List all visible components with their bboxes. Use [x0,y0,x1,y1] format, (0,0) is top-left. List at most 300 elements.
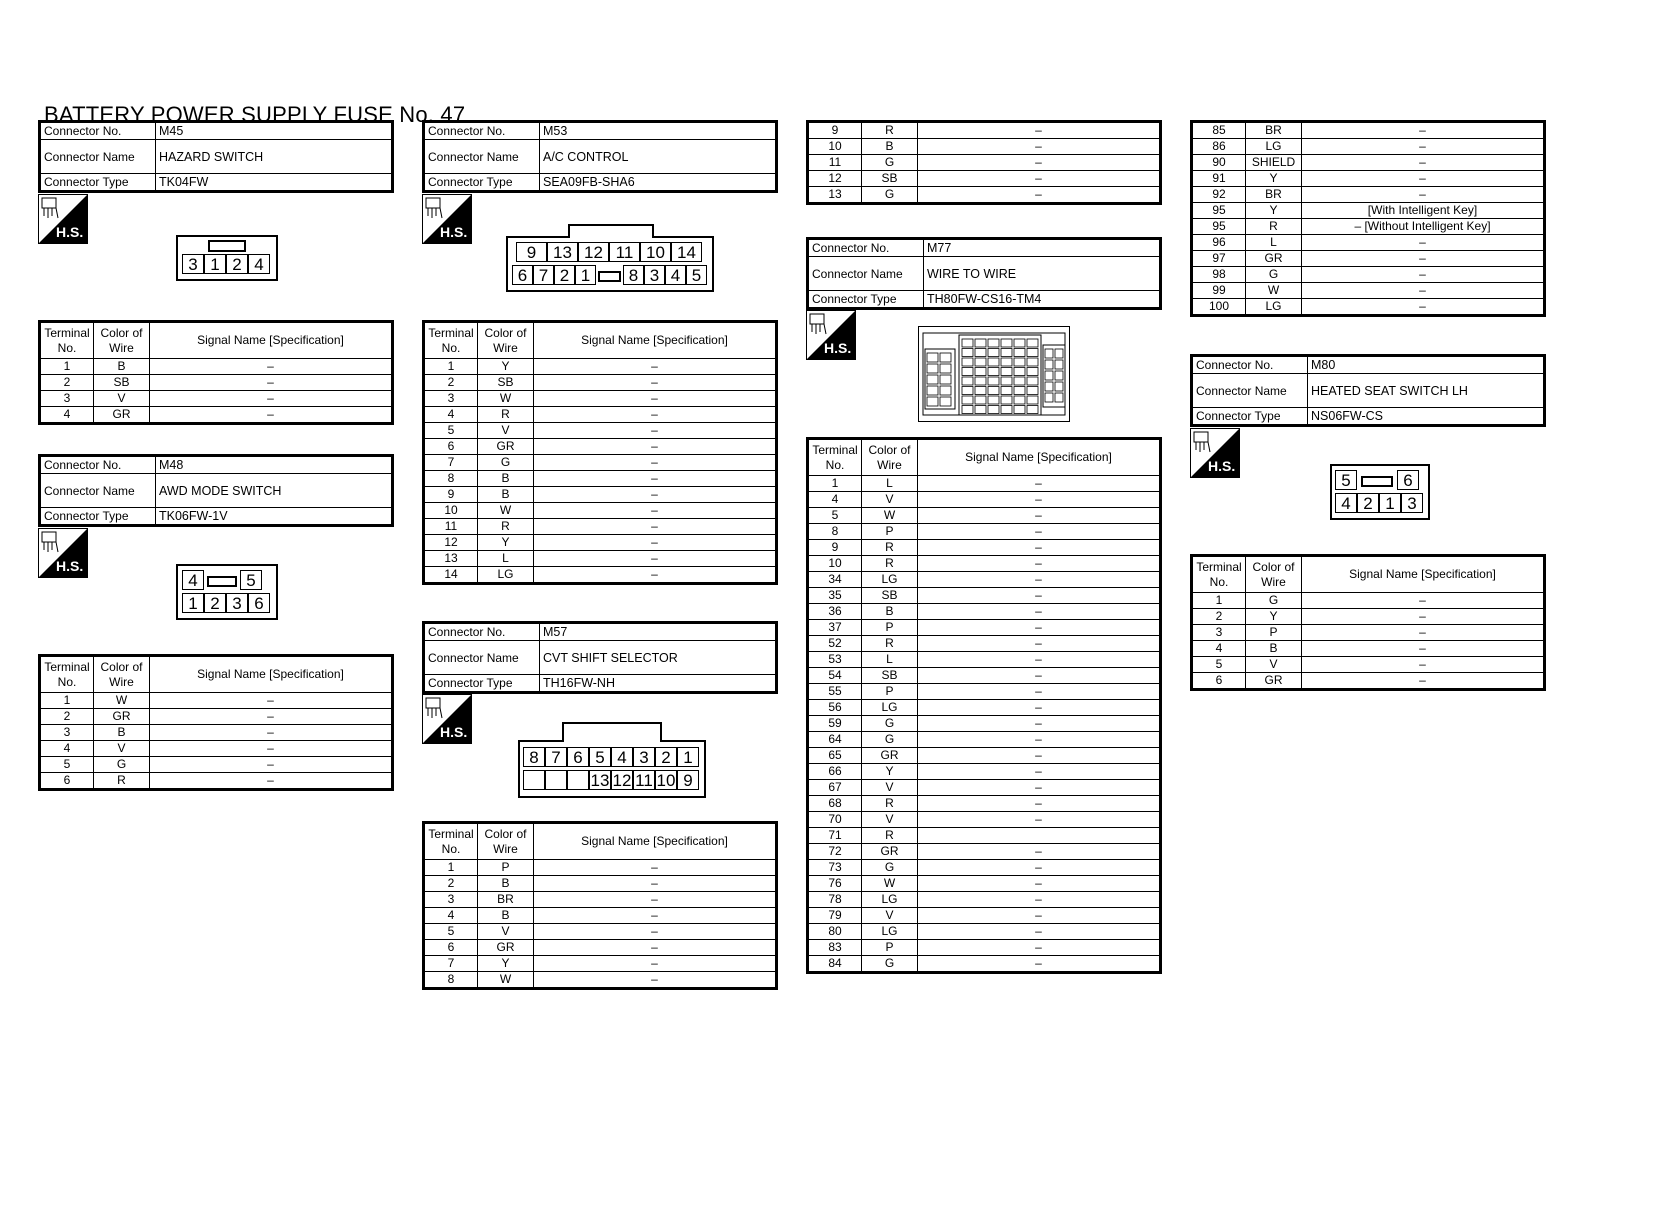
table-row [1192,641,1545,657]
harness-side-label: H.S. [440,224,468,240]
signal-name-cell: – [150,375,393,391]
connector-pin: 5 [240,570,262,590]
connector-pin: 3 [226,593,248,613]
connector-pin [523,770,545,790]
terminal-no-cell: 8 [424,972,478,989]
table-row [1192,122,1545,139]
table-row [424,519,777,535]
signal-name-header: Signal Name [Specification] [1302,556,1545,593]
wire-color-cell: Y [478,359,534,375]
terminal-no-cell: 98 [1192,267,1246,283]
connector-lock-tab [1361,476,1393,487]
connector-cavity [1001,368,1012,376]
connector-pin: 1 [575,265,596,285]
terminal-no-cell: 80 [808,924,862,940]
wire-color-cell: L [862,476,918,492]
signal-name-cell: – [1302,283,1545,299]
signal-name-cell: – [534,375,777,391]
connector-m48-face [176,564,278,620]
signal-name-cell: – [918,155,1161,171]
connector-pin: 5 [1335,470,1357,490]
wire-color-cell: G [862,860,918,876]
terminal-no-cell: 9 [424,487,478,503]
signal-name-cell: – [150,407,393,424]
terminal-no-cell: 13 [424,551,478,567]
wire-color-cell: Y [1246,203,1302,219]
wire-color-cell: GR [478,940,534,956]
signal-name-cell: – [918,652,1161,668]
terminal-no-cell: 37 [808,620,862,636]
connector-m77-info [806,237,1162,310]
signal-name-cell: – [918,636,1161,652]
terminal-no-cell: 1 [424,359,478,375]
signal-name-cell: – [918,540,1161,556]
terminal-no-cell: 2 [40,375,94,391]
connector-cavity [988,358,999,366]
table-row [1192,139,1545,155]
wire-color-cell: B [862,604,918,620]
connector-cavity [1045,360,1053,369]
connector-cavity [962,349,973,357]
connector-cavity [1014,396,1025,404]
wire-color-cell: GR [94,709,150,725]
connector-pin: 1 [677,747,699,767]
harness-side-label: H.S. [824,340,852,356]
terminal-no-cell: 12 [424,535,478,551]
wire-color-cell: P [862,620,918,636]
signal-name-cell: – [918,139,1161,155]
connector-pin: 3 [182,254,204,274]
wire-color-cell: G [862,716,918,732]
signal-name-cell: – [918,122,1161,139]
wire-color-cell: B [478,471,534,487]
connector-cavity [1014,368,1025,376]
connector-m77-terminal-table [806,437,1162,974]
wire-color-cell: V [1246,657,1302,673]
terminal-no-cell: 54 [808,668,862,684]
terminal-no-cell: 12 [808,171,862,187]
connector-pin [204,570,240,590]
signal-name-cell: – [1302,673,1545,690]
table-row [424,908,777,924]
table-row [40,375,393,391]
wire-color-cell: B [94,725,150,741]
connector-cavity [988,368,999,376]
pin-row-top [182,570,262,590]
table-row [808,860,1161,876]
connector-cavity [1027,368,1038,376]
signal-name-cell: – [918,187,1161,204]
color-of-wire-header: Color of Wire [94,656,150,693]
signal-name-header: Signal Name [Specification] [534,322,777,359]
signal-name-cell: – [918,716,1161,732]
connector-cavity [988,349,999,357]
terminal-no-cell: 2 [424,876,478,892]
connector-pin: 8 [523,747,545,767]
signal-name-cell: – [534,535,777,551]
table-row [808,171,1161,187]
signal-name-header: Signal Name [Specification] [918,439,1161,476]
signal-name-cell: – [1302,155,1545,171]
table-row [40,741,393,757]
wire-color-cell: B [1246,641,1302,657]
signal-name-cell: – [534,455,777,471]
terminal-table-continued-top [806,120,1162,205]
page-title: BATTERY POWER SUPPLY FUSE No. 47 [44,102,466,127]
wire-color-cell: SB [862,588,918,604]
terminal-no-cell: 3 [1192,625,1246,641]
harness-side-icon [806,310,856,360]
connector-cavity [1045,371,1053,380]
signal-name-cell: – [534,391,777,407]
signal-name-cell: – [1302,139,1545,155]
connector-cavity [1027,396,1038,404]
connector-cavity [975,396,986,404]
connector-no-label: Connector No. [40,456,156,474]
terminal-no-cell: 56 [808,700,862,716]
wire-color-cell: R [1246,219,1302,235]
connector-cavity [1055,393,1063,402]
table-row [424,876,777,892]
harness-side-icon [38,528,88,578]
harness-side-label: H.S. [1208,458,1236,474]
table-row [424,972,777,989]
terminal-no-cell: 4 [40,407,94,424]
signal-name-cell: – [918,604,1161,620]
terminal-no-cell: 2 [40,709,94,725]
wire-color-cell: R [862,796,918,812]
terminal-no-cell: 2 [424,375,478,391]
connector-m48-info [38,454,394,527]
connector-cavity [927,364,938,373]
table-row [808,604,1161,620]
connector-cavity [1055,349,1063,358]
table-row [1192,625,1545,641]
table-row [808,892,1161,908]
connector-pin: 11 [633,770,655,790]
table-row [808,572,1161,588]
terminal-no-cell: 64 [808,732,862,748]
connector-type-value: TH16FW-NH [540,675,777,693]
connector-cavity [1001,358,1012,366]
terminal-no-cell: 85 [1192,122,1246,139]
connector-cavity [1045,349,1053,358]
wire-color-cell: R [862,122,918,139]
signal-name-cell: – [534,956,777,972]
connector-cavity [1045,382,1053,391]
wire-color-cell: R [862,636,918,652]
terminal-no-cell: 7 [424,455,478,471]
table-row [40,757,393,773]
connector-no-label: Connector No. [808,239,924,257]
wire-color-cell: R [862,556,918,572]
signal-name-cell: – [918,700,1161,716]
connector-cavity [975,349,986,357]
connector-pin: 6 [1397,470,1419,490]
table-row [1192,283,1545,299]
signal-name-cell: – [918,732,1161,748]
connector-cavity [940,397,951,406]
connector-m57-face [518,740,706,798]
signal-name-cell: – [534,359,777,375]
signal-name-cell: – [918,556,1161,572]
connector-cavity [1014,387,1025,395]
terminal-no-cell: 10 [808,139,862,155]
table-row [808,556,1161,572]
connector-cavity [1014,377,1025,385]
harness-side-label: H.S. [56,224,84,240]
signal-name-cell: – [918,508,1161,524]
wire-color-cell: V [862,780,918,796]
connector-m53-terminal-table [422,320,778,585]
wire-color-cell: B [478,487,534,503]
signal-name-cell: – [150,359,393,375]
connector-no-value: M57 [540,623,777,641]
table-row [424,503,777,519]
signal-name-cell: – [1302,235,1545,251]
connector-cavity [975,358,986,366]
signal-name-cell: – [918,924,1161,940]
terminal-no-cell: 1 [40,693,94,709]
terminal-no-cell: 3 [424,892,478,908]
table-row [1192,251,1545,267]
connector-name-value: WIRE TO WIRE [924,257,1161,291]
connector-no-label: Connector No. [424,623,540,641]
wire-color-cell: GR [478,439,534,455]
terminal-no-cell: 90 [1192,155,1246,171]
pin-row-bottom [1335,493,1423,513]
signal-name-cell: – [918,684,1161,700]
wire-color-cell: P [862,940,918,956]
connector-no-value: M77 [924,239,1161,257]
signal-name-cell: – [918,748,1161,764]
connector-cavity [962,387,973,395]
connector-m80-info [1190,354,1546,427]
connector-cavity [1001,349,1012,357]
connector-pin [567,770,589,790]
connector-type-label: Connector Type [40,508,156,526]
signal-name-cell: – [918,572,1161,588]
connector-pin: 5 [686,265,707,285]
pin-row-top [516,242,702,262]
connector-pin: 9 [677,770,699,790]
connector-m48-terminal-table [38,654,394,791]
wire-color-cell: W [478,503,534,519]
terminal-no-header: Terminal No. [424,322,478,359]
connector-m53-face [506,236,714,292]
table-row [424,940,777,956]
terminal-no-cell: 13 [808,187,862,204]
connector-pin: 4 [182,570,204,590]
connector-cavity [1001,377,1012,385]
connector-cavity [975,387,986,395]
terminal-no-cell: 1 [808,476,862,492]
wire-color-cell: B [94,359,150,375]
signal-name-cell: – [918,492,1161,508]
table-row [1192,203,1545,219]
terminal-no-cell: 35 [808,588,862,604]
wire-color-cell: L [862,652,918,668]
signal-name-cell: – [534,972,777,989]
signal-name-cell: – [150,391,393,407]
connector-pin: 6 [567,747,589,767]
connector-cavity [962,406,973,414]
connector-m45-face [176,235,278,281]
signal-name-cell: – [918,908,1161,924]
signal-name-cell: – [1302,299,1545,316]
wire-color-cell: G [1246,267,1302,283]
table-row [424,860,777,876]
signal-name-cell: – [534,908,777,924]
terminal-no-cell: 76 [808,876,862,892]
connector-cavity [940,364,951,373]
table-row [1192,171,1545,187]
connector-no-value: M53 [540,122,777,140]
connector-cavity [1027,339,1038,347]
wire-color-cell: GR [862,844,918,860]
pin-row-top [523,747,699,767]
table-row [424,471,777,487]
terminal-no-cell: 59 [808,716,862,732]
terminal-no-cell: 78 [808,892,862,908]
terminal-no-cell: 11 [424,519,478,535]
terminal-no-cell: 5 [808,508,862,524]
table-row [424,487,777,503]
harness-side-icon [422,694,472,744]
wire-color-cell: BR [1246,187,1302,203]
table-row [1192,219,1545,235]
terminal-no-cell: 66 [808,764,862,780]
wire-color-cell: SHIELD [1246,155,1302,171]
table-row [808,588,1161,604]
signal-name-cell: – [1302,267,1545,283]
signal-name-cell: – [534,439,777,455]
terminal-no-cell: 11 [808,155,862,171]
table-row [424,567,777,584]
terminal-no-cell: 5 [424,423,478,439]
table-row [808,684,1161,700]
wire-color-cell: V [862,492,918,508]
wire-color-cell: SB [94,375,150,391]
signal-name-cell: – [918,860,1161,876]
table-row [1192,155,1545,171]
signal-name-cell: – [1302,657,1545,673]
connector-cavity [927,386,938,395]
connector-type-label: Connector Type [1192,408,1308,426]
table-row [808,876,1161,892]
connector-m45-info [38,120,394,193]
connector-type-label: Connector Type [424,675,540,693]
connector-pin: 2 [655,747,677,767]
wire-color-cell: R [478,407,534,423]
table-row [40,407,393,424]
table-row [808,796,1161,812]
terminal-no-cell: 68 [808,796,862,812]
signal-name-cell: – [918,764,1161,780]
connector-cavity [1027,387,1038,395]
connector-cavity [1001,339,1012,347]
table-row [424,391,777,407]
connector-pin: 2 [226,254,248,274]
signal-name-cell: – [534,503,777,519]
table-row [808,155,1161,171]
connector-pin [596,265,623,285]
signal-name-cell: – [918,620,1161,636]
connector-cavity [1055,360,1063,369]
terminal-no-cell: 10 [424,503,478,519]
wire-color-cell: V [862,812,918,828]
terminal-no-cell: 5 [1192,657,1246,673]
connector-cavity [927,397,938,406]
wire-color-cell: R [862,828,918,844]
terminal-no-cell: 6 [424,439,478,455]
signal-name-cell: – [150,757,393,773]
terminal-no-cell: 86 [1192,139,1246,155]
connector-cavity [1014,339,1025,347]
table-row [424,551,777,567]
wire-color-cell: L [1246,235,1302,251]
wire-color-cell: R [862,540,918,556]
terminal-no-cell: 70 [808,812,862,828]
connector-name-value: AWD MODE SWITCH [156,474,393,508]
color-of-wire-header: Color of Wire [478,322,534,359]
terminal-no-cell: 14 [424,567,478,584]
connector-pin: 1 [1379,493,1401,513]
wire-color-cell: GR [1246,251,1302,267]
table-row [424,407,777,423]
signal-name-header: Signal Name [Specification] [150,656,393,693]
wire-color-cell: SB [862,668,918,684]
signal-name-cell: – [150,709,393,725]
connector-pin: 3 [633,747,655,767]
terminal-no-cell: 4 [1192,641,1246,657]
wire-color-cell: R [478,519,534,535]
table-row [808,748,1161,764]
connector-type-label: Connector Type [808,291,924,309]
signal-name-cell: – [150,693,393,709]
wire-color-cell: P [862,524,918,540]
table-row [808,122,1161,139]
connector-m57-terminal-table [422,821,778,990]
table-row [424,359,777,375]
pin-row-bottom [523,770,699,790]
connector-lock-tab [207,576,236,587]
signal-name-cell: – [1302,641,1545,657]
terminal-no-cell: 71 [808,828,862,844]
table-row [40,709,393,725]
table-row [1192,673,1545,690]
terminal-no-cell: 5 [424,924,478,940]
terminal-no-cell: 52 [808,636,862,652]
terminal-no-cell: 10 [808,556,862,572]
wire-color-cell: G [862,732,918,748]
connector-cavity [1045,393,1053,402]
wire-color-cell: V [478,924,534,940]
connector-m53-info [422,120,778,193]
wire-color-cell: G [862,956,918,973]
connector-no-value: M48 [156,456,393,474]
signal-name-cell: – [150,741,393,757]
signal-name-cell: – [534,471,777,487]
connector-cavity [975,368,986,376]
wire-color-cell: G [862,155,918,171]
connector-pin: 2 [204,593,226,613]
wire-color-cell: B [478,908,534,924]
terminal-no-cell: 1 [424,860,478,876]
connector-cavity [988,406,999,414]
wire-color-cell: GR [1246,673,1302,690]
wire-color-cell: P [862,684,918,700]
